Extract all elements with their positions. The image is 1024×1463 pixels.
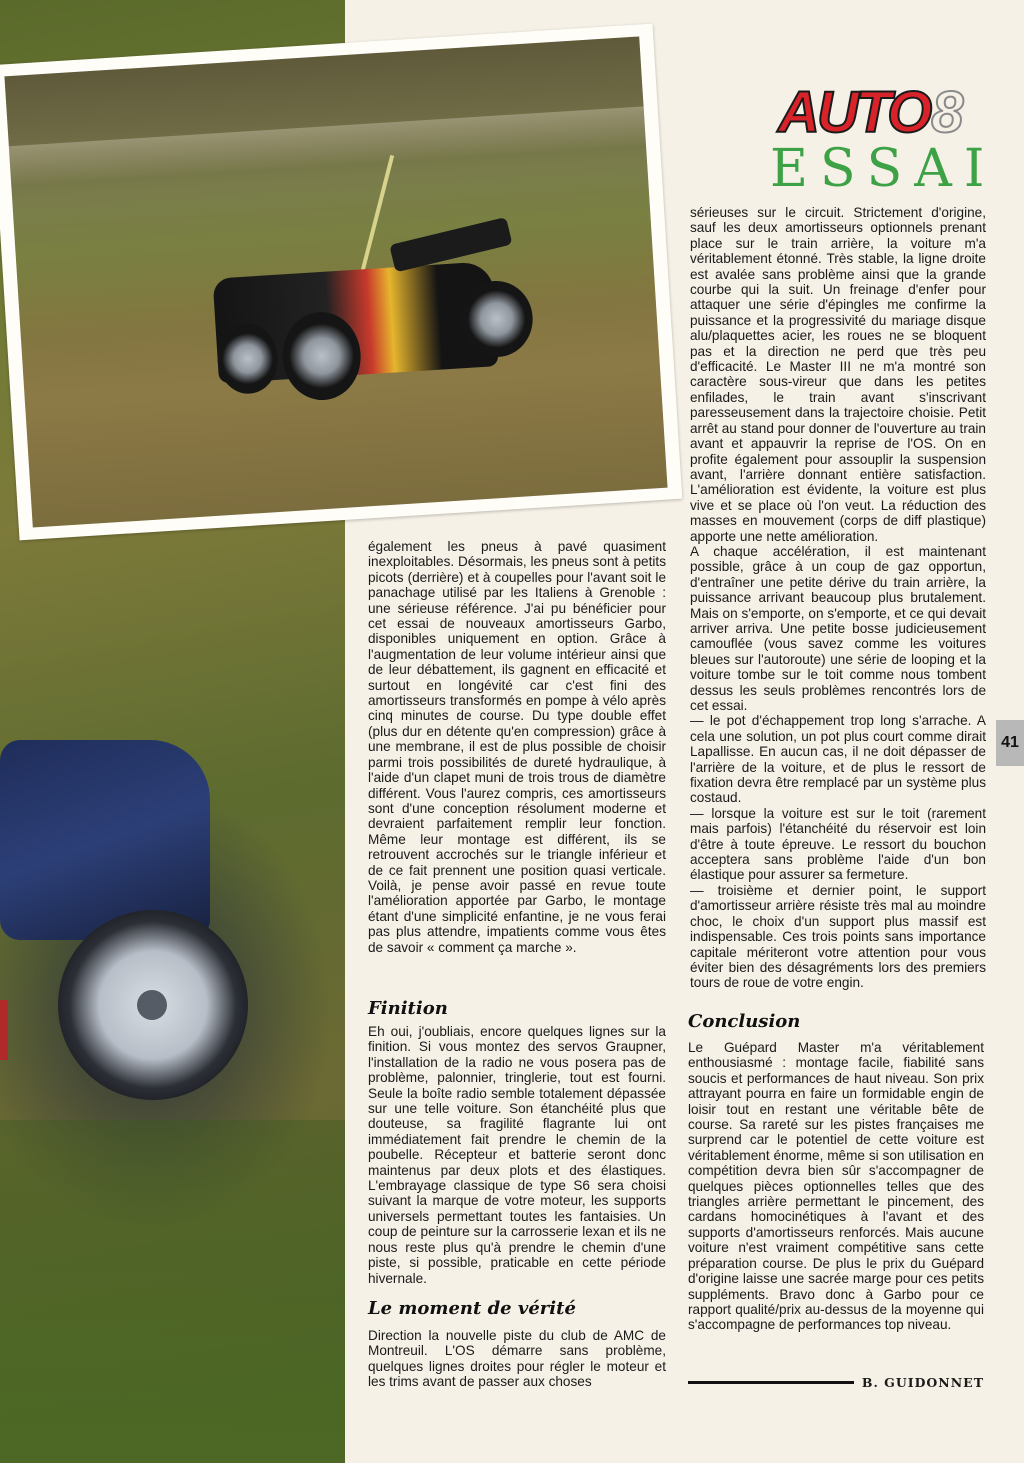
article-column-moment xyxy=(368,1328,666,1390)
article-column-finition xyxy=(368,1024,666,1286)
magazine-logo-auto8 xyxy=(778,80,988,145)
article-paragraph: — lorsque la voiture est sur le toit (rarement mais parfois) l'étanchéité du réservoir est loin d'être à toute épreuve. Le ressort du bouchon acceptera sans problème l'aide d'un bon élastique pour assurer sa fermeture. xyxy=(690,805,986,883)
top-photo-frame xyxy=(0,24,682,541)
article-paragraph: — le pot d'échappement trop long s'arrache. A cela une solution, un pot plus court comme dirait Lapallisse. En aucun cas, il ne doit dépasser de l'arrière de la voiture, et de plus le ressort de fixation devra être remplacé par un système plus costaud. xyxy=(690,713,986,806)
logo-auto-text: AUTO xyxy=(778,80,930,145)
article-paragraph: Eh oui, j'oubliais, encore quelques lignes sur la finition. Si vous montez des servos Graupner, l'installation de la radio ne vous posera pas de problème, palonnier, tringlerie, tout est fourni. Seule la boîte radio semble totalement dépassée sur une telle voiture. Son étanchéité plus que douteuse, sa fragilité flagrante lui ont immédiatement fait prendre le chemin de la poubelle. Récepteur et batterie seront donc maintenus par deux plots et des élastiques. L'embrayage classique de type S6 sera choisi suivant la marque de votre moteur, les supports universels permettant toutes les fantaisies. Un coup de peinture sur la carrosserie lexan et ils ne nous reste plus qu'à prendre le chemin d'une piste, si possible, praticable en cette période hivernale. xyxy=(368,1024,666,1286)
author-name: B. GUIDONNET xyxy=(861,1374,984,1390)
article-column-conclusion xyxy=(688,1040,984,1333)
section-heading-finition: Finition xyxy=(368,998,448,1019)
car-body-shape xyxy=(0,740,210,940)
antenna-shape xyxy=(358,155,394,282)
section-heading-moment-de-verite: Le moment de vérité xyxy=(368,1298,576,1319)
page-number: 41 xyxy=(1001,734,1019,751)
article-paragraph: également les pneus à pavé quasiment inexploitables. Désormais, les pneus sont à petits picots (derrière) et à coupelles pour l'avant soit le panachage utilisé par les Italiens à Grenoble : une sérieuse référence. J'ai pu bénéficier pour cet essai de nouveaux amortisseurs Garbo, disponibles uniquement en option. Grâce à l'augmentation de leur volume intérieur ainsi que de leur débattement, ils gagnent en efficacité et surtout en longévité car c'est fini des amortisseurs transformés en pompe à vélo après cinq minutes de course. Du type double effet (plus dur en détente qu'en compression) grâce à une membrane, il est de plus possible de choisir parmi trois possibilités de dureté hydraulique, à l'aide d'un clapet muni de trois trous de diamètre différent. Vous l'aurez compris, ces amortisseurs sont d'une conception résolument moderne et devraient parfaitement remplir leur fonction. Même leur montage est différent, ils se retrouvent accrochés sur le triangle inférieur et de ce fait prennent une position quasi verticale. Voilà, je pense avoir passé en revue toute l'amélioration apportée par Garbo, le montage étant d'une simplicité enfantine, je ne vous ferai pas plus attendre, impatients comme vous êtes de savoir « comment ça marche ». xyxy=(368,539,666,955)
section-heading-conclusion: Conclusion xyxy=(688,1011,801,1032)
photo-blur-band xyxy=(9,106,646,186)
article-paragraph: A chaque accélération, il est maintenant possible, grâce à un coup de gaz opportun, d'entraîner une petite dérive du train arrière, la puissance arrivant beaucoup plus brutalement. Mais on s'emporte, on s'emporte, et ce qui devait arriver arriva. Une petite bosse judicieusement camouflée (vous savez comme les voitures bleues sur l'autoroute) une série de looping et la voiture tombe sur le toit comme nous tombent dessus les seuls problèmes rencontrés lors de cet essai. xyxy=(690,543,986,713)
article-column-right-top xyxy=(690,205,986,991)
author-signature xyxy=(688,1372,984,1392)
logo-eight-text: 8 xyxy=(931,80,961,145)
page-number-tab xyxy=(996,720,1024,766)
article-paragraph: sérieuses sur le circuit. Strictement d'origine, sauf les deux amortisseurs optionnels prenant place sur le train arrière, la voiture m'a véritablement étonné. Très stable, la ligne droite est avalée sans problème ainsi que la grande courbe qui la suit. Un freinage d'enfer pour attaquer une série d'épingles me confirme la puissance et la progressivité du mariage disque alu/plaquettes acier, les roues ne se bloquent pas et la direction ne perd que très peu d'efficacité. Le Master III ne m'a montré son caractère sous-vireur que dans les petites enfilades, le train avant s'inscrivant paresseusement dans la trajectoire choisie. Petit arrêt au stand pour donner de l'ouverture au train avant et appauvrir la reprise de l'OS. On en profite également pour assouplir la suspension avant, l'arrière donnant entière satisfaction. L'amélioration est évidente, la voiture est plus vive et se place où l'on veut. La réduction des masses en mouvement (corps de diff plastique) apporte une nette amélioration. xyxy=(690,205,986,544)
grass-shape xyxy=(0,1120,345,1463)
article-paragraph: — troisième et dernier point, le support d'amortisseur arrière résiste très mal au moindre choc, le choix d'un support plus massif est indispensable. Ces trois points sans importance capitale mériteront votre attention pour vous éviter bien des désagréments lors des premiers tours de roue de votre engin. xyxy=(690,882,986,991)
signature-rule xyxy=(688,1381,854,1384)
red-edge-shape xyxy=(0,1000,8,1060)
article-column-middle-top xyxy=(368,539,666,955)
top-photo-rc-buggy-jump xyxy=(4,36,667,527)
wheel-hub-shape xyxy=(137,990,167,1020)
article-paragraph: Le Guépard Master m'a véritablement enthousiasmé : montage facile, fiabilité sans soucis et performances de haut niveau. Son prix attrayant pourra en faire un formidable engin de loisir tout en restant une véritable bête de course. Sa rareté sur les pistes françaises me surprend car le potentiel de cette voiture est véritablement énorme, même si son utilisation en compétition devra bien sûr s'accompagner de quelques pièces optionnelles telles que des triangles arrière permettant le pincement, des cardans homocinétiques à l'avant et des supports d'amortisseurs renforcés. Mais aucune voiture n'est vraiment compétitive sans cette préparation course. De plus le prix du Guépard d'origine laisse une sacrée marge pour ces petits suppléments. Bravo donc à Garbo pour ce rapport qualité/prix au-dessus de la moyenne qui s'accompagne de performances top niveau. xyxy=(688,1040,984,1333)
section-label-essai: ESSAI xyxy=(770,139,997,199)
article-paragraph: Direction la nouvelle piste du club de AMC de Montreuil. L'OS démarre sans problème, quelques lignes droites pour régler le moteur et les trims avant de passer aux choses xyxy=(368,1328,666,1390)
